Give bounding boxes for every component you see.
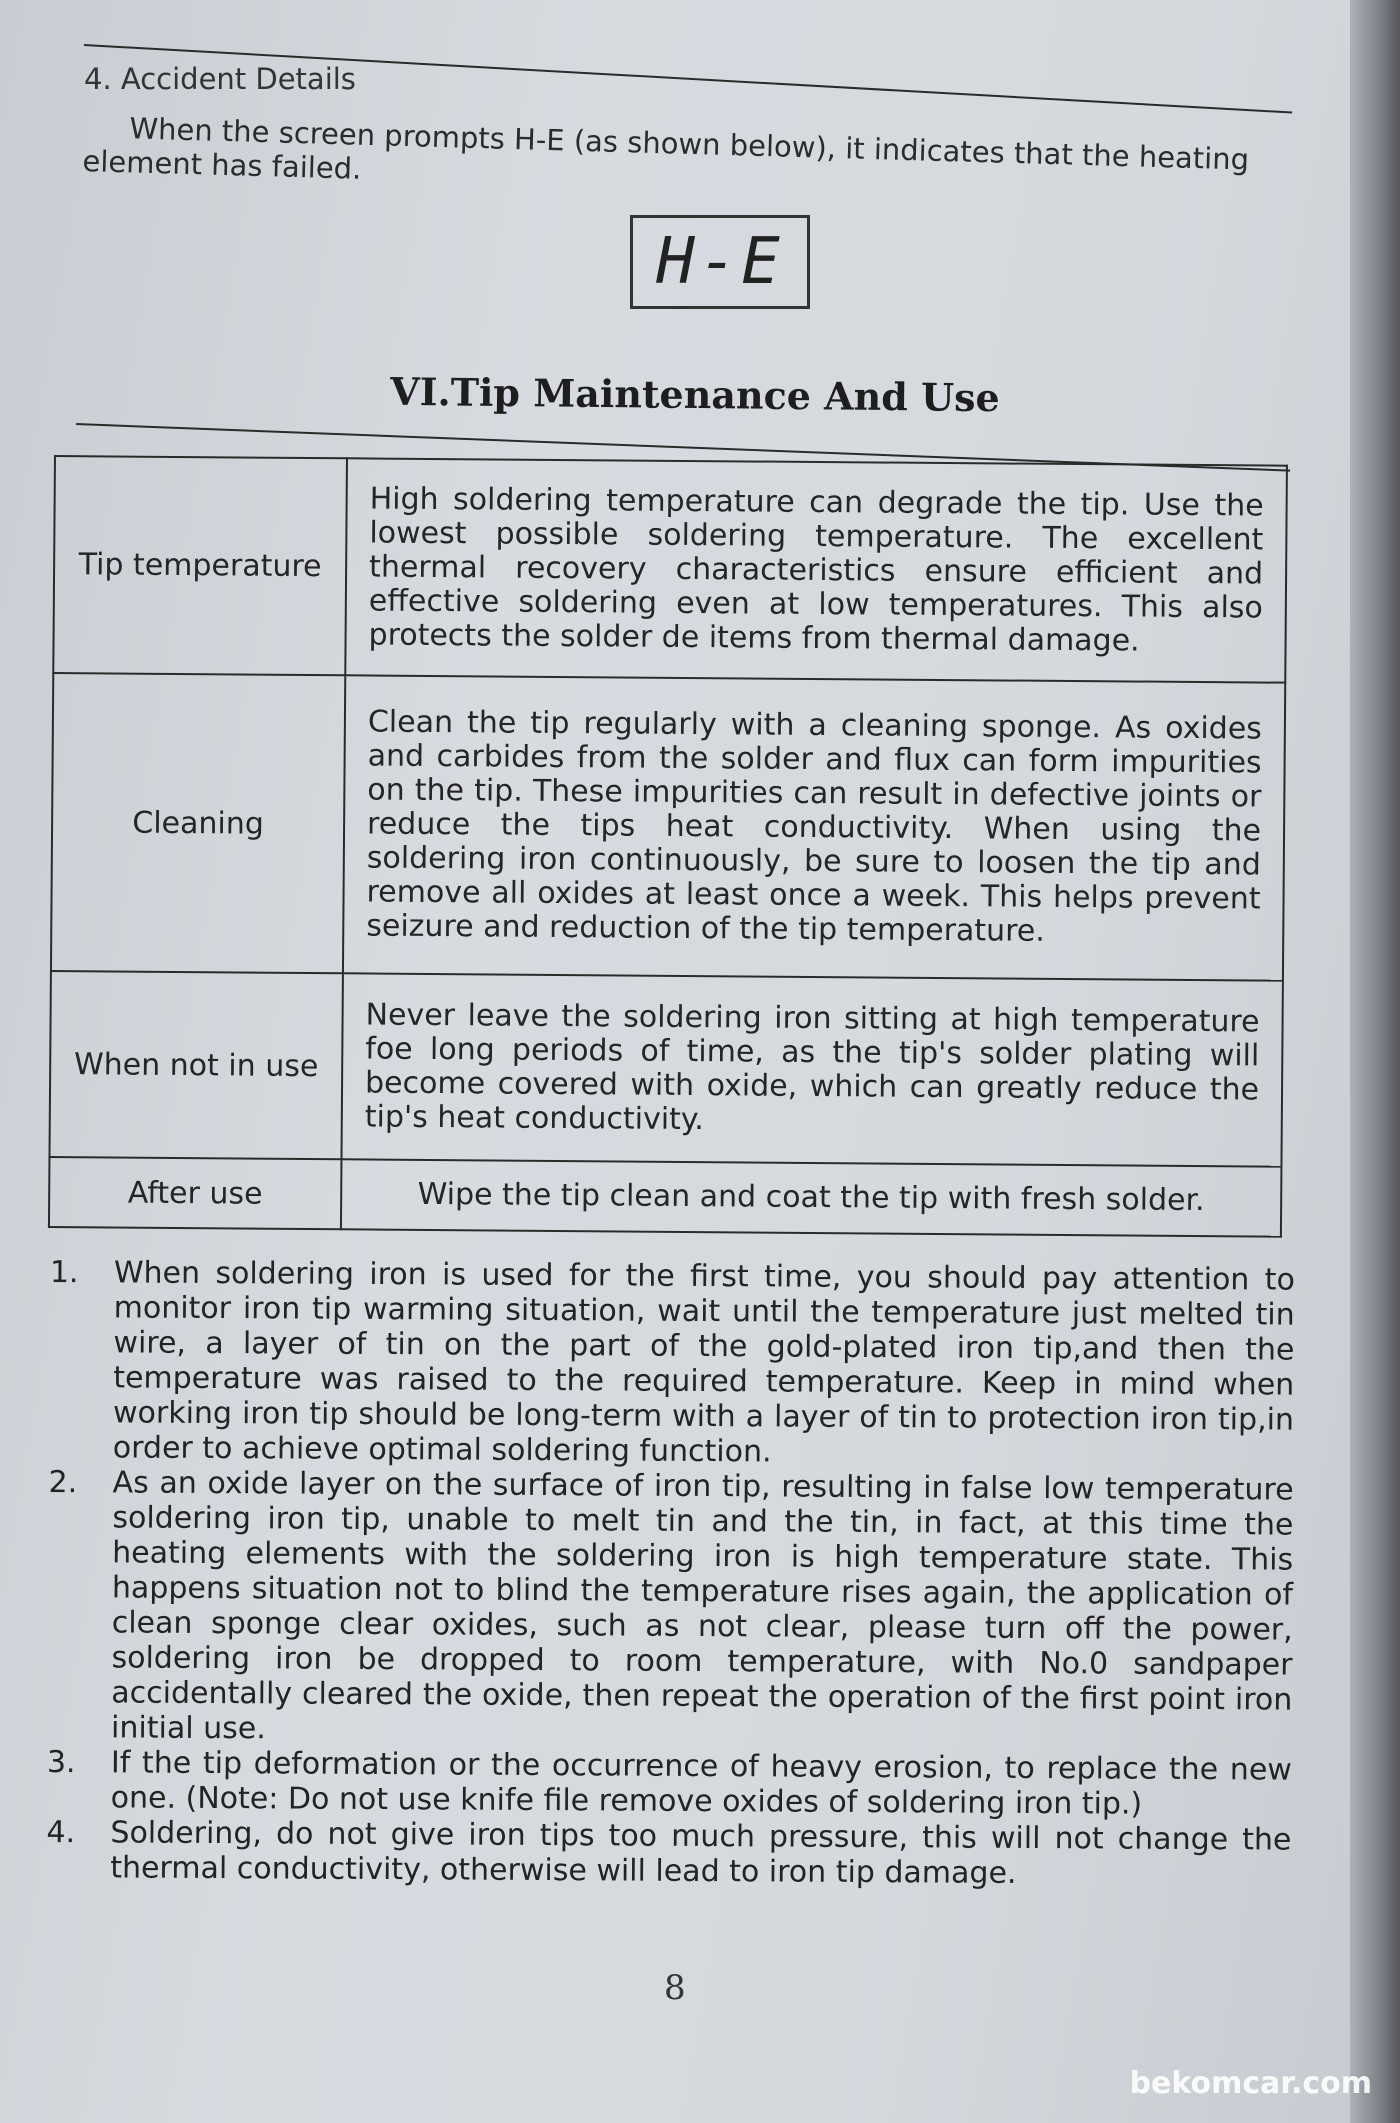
row-text: Clean the tip regularly with a cleaning sponge. As oxides and carbides from the solder and flux can form impurities on the tip. These impurities can result in defective joints or reduce the tips heat conductivity. When using the soldering iron continuously, be sure to loosen the tip and remove all oxides at least once a week. This helps prevent seizure and reduction of the tip temperature.	[343, 675, 1285, 980]
note-text: Soldering, do not give iron tips too much pressure, this will not change the thermal conductivity, otherwise will lead to iron tip damage.	[110, 1815, 1292, 1891]
note-text: When soldering iron is used for the first time, you should pay attention to monitor iron tip warming situation, wait until the temperature just melted tin wire, a layer of tin on the part of the gold-plated iron tip,and then the temperature was raised to the required temperature. Keep in mind when working iron tip should be long-term with a layer of tin to protection iron tip,in order to achieve optimal soldering function.	[112, 1255, 1295, 1470]
note-number: 2.	[48, 1464, 78, 1501]
row-label: Tip temperature	[53, 456, 347, 675]
watermark: bekomcar.com	[1129, 2066, 1372, 2101]
table-row	[49, 1157, 1282, 1237]
note-number: 3.	[46, 1744, 76, 1781]
note-number: 1.	[49, 1255, 79, 1291]
note-text: If the tip deformation or the occurrence of heavy erosion, to replace the new one. (Note: Do not use knife file remove oxides of soldering iron tip.)	[110, 1745, 1292, 1822]
list-item	[46, 1815, 1291, 1893]
h-e-display-illustration	[630, 215, 810, 309]
row-text: Wipe the tip clean and coat the tip with fresh solder.	[341, 1159, 1282, 1236]
book-spine-shadow	[1350, 0, 1400, 2123]
table-row	[51, 673, 1285, 981]
row-label: Cleaning	[51, 673, 345, 973]
accident-details-text: When the screen prompts H-E (as shown below), it indicates that the heating element has failed.	[82, 111, 1250, 186]
list-item	[49, 1255, 1295, 1473]
row-label: After use	[49, 1157, 342, 1229]
row-text: High soldering temperature can degrade the tip. Use the lowest possible soldering temperature. The excellent thermal recovery characteristics ensure efficient and effective soldering even at low temperatures. This also protects the solder de items from thermal damage.	[345, 458, 1287, 682]
chapter-title: VI.Tip Maintenance And Use	[390, 368, 1000, 421]
display-code: H-E	[656, 225, 784, 299]
list-item	[47, 1745, 1292, 1823]
list-item	[47, 1465, 1294, 1753]
row-text: Never leave the soldering iron sitting at high temperature foe long periods of time, as the tip's solder plating will become covered with oxide, which can greatly reduce the tip's heat conductivity.	[341, 973, 1282, 1166]
note-text: As an oxide layer on the surface of iron tip, resulting in false low temperature soldering iron tip, unable to melt tin and the tin, in fact, at this time the heating elements with the soldering iron is high temperature state. This happens situation not to blind the temperature rises again, the application of clean sponge clear oxides, such as not clear, please turn off the power, soldering iron be dropped to room temperature, with No.0 sandpaper accidentally cleared the oxide, then repeat the operation of the first point iron initial use.	[111, 1465, 1294, 1747]
tip-maintenance-table	[48, 455, 1288, 1238]
row-label: When not in use	[49, 971, 342, 1159]
table-row	[53, 456, 1287, 683]
note-number: 4.	[46, 1814, 76, 1851]
table-row	[49, 971, 1282, 1167]
usage-notes-list	[46, 1255, 1295, 1893]
page-number: 8	[664, 1968, 686, 2008]
accident-details-heading: 4. Accident Details	[84, 62, 356, 96]
